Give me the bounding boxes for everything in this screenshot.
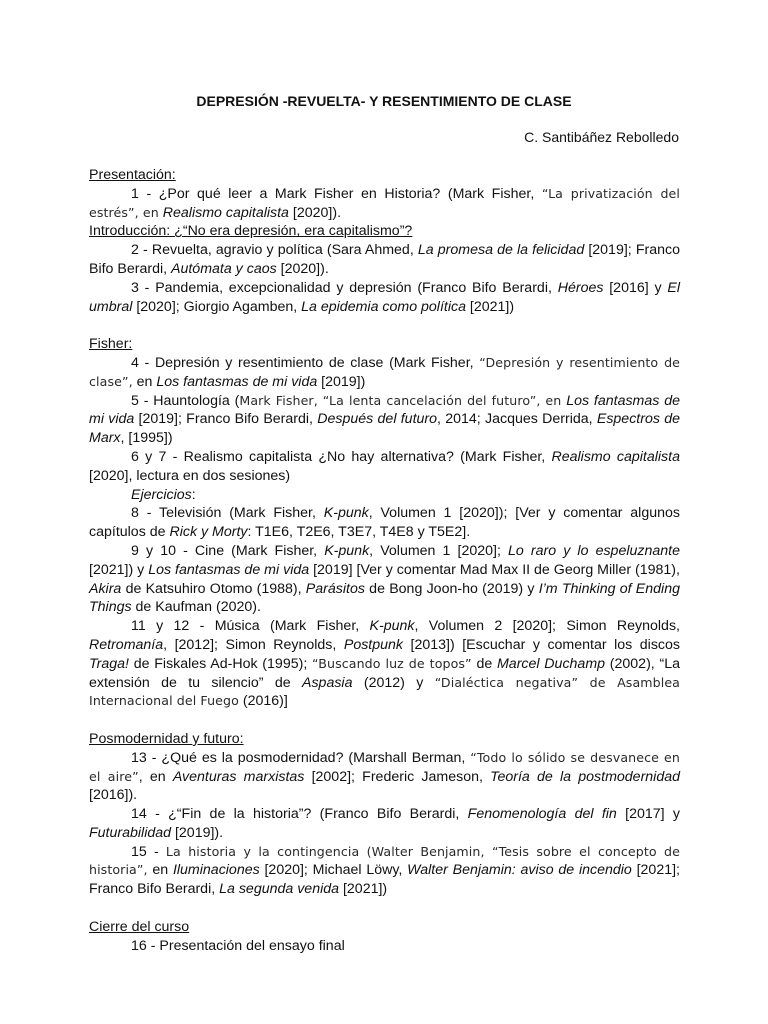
item-text: “Depresión y resentimiento de clase”, (89, 354, 681, 389)
item-text: , Volumen 1 [2020]); [Ver y comentar algunos capítulos de (89, 505, 680, 541)
item-text: “Todo lo sólido se desvanece en el aire” (89, 749, 680, 784)
section-spacer (89, 899, 680, 918)
italic-title: Traga! (89, 655, 129, 672)
syllabus-item (89, 843, 680, 899)
item-text: [2020]; Michael Löwy, (259, 862, 408, 879)
italic-title: Rick y Morty (169, 524, 248, 541)
italic-title: Los fantasmas de mi vida (89, 392, 680, 428)
italic-title: Parásitos (305, 580, 365, 597)
item-text: (2016)] (238, 693, 288, 710)
item-text: [2021]) (339, 881, 388, 898)
item-text: [2021]) y (89, 561, 149, 578)
item-text: 11 y 12 - Música (Mark Fisher, (131, 618, 370, 635)
italic-title: Postpunk (343, 636, 404, 653)
item-text: [2019]; Franco Bifo Berardi, (89, 242, 680, 277)
section (89, 730, 680, 899)
item-text: [2019]). (171, 824, 224, 841)
item-text: [2019]) (317, 373, 366, 390)
item-text: “Buscando luz de topos” (312, 655, 472, 671)
italic-title: Autómata y caos (171, 260, 277, 277)
italic-title: Futurabilidad (89, 824, 172, 841)
italic-title: Walter Benjamin: aviso de incendio (407, 862, 632, 879)
item-text: “La privatización del estrés”, en (89, 185, 680, 220)
italic-title: Después del futuro (317, 411, 438, 428)
section (89, 222, 680, 316)
syllabus-item (89, 937, 680, 956)
item-text: 8 - Televisión (Mark Fisher, (131, 505, 324, 522)
document-body (89, 166, 680, 955)
section (89, 918, 680, 956)
syllabus-item (89, 279, 680, 317)
italic-title: Akira (89, 580, 122, 597)
item-text: 16 - Presentación del ensayo final (131, 937, 345, 954)
section-heading: Posmodernidad y futuro: (89, 730, 244, 747)
item-text: [2021]; Franco Bifo Berardi, (89, 862, 680, 898)
item-text: [2016] y (603, 279, 668, 296)
italic-title: Iluminaciones (172, 862, 260, 879)
italic-title: Marcel Duchamp (496, 655, 606, 672)
item-text: : (191, 486, 196, 503)
item-text: : T1E6, T2E6, T3E7, T4E8 y T5E2]. (247, 524, 471, 541)
italic-title: La segunda venida (219, 881, 340, 898)
item-text: [2020], lectura en dos sesiones) (89, 467, 291, 484)
section (89, 166, 680, 222)
item-text: Mark Fisher, “La lenta cancelación del futuro”, en (239, 392, 562, 408)
italic-title: Fenomenología del fin (467, 806, 617, 823)
item-text: 15 - (131, 843, 166, 860)
section-heading: Fisher: (89, 336, 133, 353)
item-text: 6 y 7 - Realismo capitalista ¿No hay alternativa? (Mark Fisher, (131, 448, 552, 465)
item-text: [2019] [Ver y comentar Mad Max II de Georg Miller (1981), (309, 561, 680, 578)
item-text: 14 - ¿“Fin de la historia”? (Franco Bifo Berardi, (131, 806, 468, 823)
italic-title: Los fantasmas de mi vida (148, 561, 310, 578)
italic-title: K-punk (324, 542, 370, 559)
item-text: [2021]) (465, 298, 515, 315)
italic-title: Retromanía (89, 636, 164, 653)
item-text: , [1995]) (120, 430, 173, 447)
syllabus-item (89, 241, 680, 279)
section (89, 335, 680, 711)
italic-title: Espectros de Marx (89, 411, 680, 447)
section-heading: Presentación: (89, 167, 176, 183)
item-text: de Fiskales Ad-Hok (1995); (128, 655, 313, 672)
item-text: 5 - Hauntología ( (131, 392, 240, 409)
section-heading: Introducción: ¿“No era depresión, era capitalismo”? (89, 223, 413, 240)
item-text: , [2012]; Simon Reynolds, (163, 636, 344, 653)
item-text: [2017] y (616, 806, 680, 823)
italic-title: I’m Thinking of Ending Things (89, 580, 680, 616)
italic-title: La promesa de la felicidad (417, 242, 585, 259)
syllabus-item (89, 486, 680, 505)
italic-title: K-punk (323, 505, 369, 522)
italic-title: Realismo capitalista (162, 204, 289, 221)
item-text: 13 - ¿Qué es la posmodernidad? (Marshall Berman, (131, 749, 471, 766)
item-text: de Kaufman (2020). (131, 599, 261, 616)
section-spacer (89, 316, 680, 335)
item-text: , 2014; Jacques Derrida, (437, 411, 597, 428)
item-text: [2013]) [Escuchar y comentar los discos (403, 636, 680, 653)
item-text: 9 y 10 - Cine (Mark Fisher, (131, 542, 325, 559)
item-text: (2012) y (352, 674, 435, 691)
italic-title: Héroes (557, 279, 604, 296)
item-text: , Volumen 2 [2020]; Simon Reynolds, (414, 618, 680, 635)
item-text: [2002]; Frederic Jameson, (304, 768, 491, 785)
section-heading: Cierre del curso (89, 918, 190, 935)
document-author: C. Santibáñez Rebolledo (524, 129, 679, 145)
italic-title: K-punk (369, 618, 415, 635)
section-spacer (89, 711, 680, 730)
italic-title: La epidemia como política (301, 298, 466, 315)
italic-title: Los fantasmas de mi vida (156, 373, 318, 390)
item-text: (2002), “La extensión de tu silencio” de (89, 655, 681, 691)
item-text: de (471, 655, 497, 672)
syllabus-item (89, 392, 680, 448)
item-text: de Bong Joon-ho (2019) y (364, 580, 539, 597)
document-title: DEPRESIÓN -REVUELTA- Y RESENTIMIENTO DE CLASE (196, 93, 572, 109)
item-text: de Katsuhiro Otomo (1988), (121, 580, 306, 597)
syllabus-item (89, 542, 680, 617)
item-text: [2019]; Franco Bifo Berardi, (134, 411, 318, 428)
syllabus-item (89, 354, 680, 392)
item-text: [2016]). (89, 787, 138, 804)
item-text: 4 - Depresión y resentimiento de clase (Mark Fisher, (131, 354, 480, 371)
syllabus-item (89, 504, 680, 542)
item-text: 3 - Pandemia, excepcionalidad y depresión (Franco Bifo Berardi, (131, 279, 558, 296)
item-text: [2020]). (276, 260, 329, 277)
item-text: 1 - ¿Por qué leer a Mark Fisher en Historia? (Mark Fisher, (131, 185, 542, 202)
syllabus-item (89, 617, 680, 711)
syllabus-item (89, 805, 680, 843)
item-text: [2020]; Giorgio Agamben, (132, 298, 302, 315)
item-text: “Dialéctica negativa” de Asamblea Internacional del Fuego (89, 674, 680, 709)
item-text: , Volumen 1 [2020]; (369, 542, 509, 559)
italic-title: Aspasia (302, 674, 353, 691)
italic-title: Teoría de la postmodernidad (490, 768, 681, 785)
item-text: [2020]). (288, 204, 342, 221)
item-text: en (132, 373, 157, 390)
item-text: 2 - Revuelta, agravio y política (Sara Ahmed, (131, 242, 418, 259)
italic-title: Lo raro y lo espeluznante (508, 542, 680, 559)
syllabus-item (89, 448, 680, 486)
italic-title: Realismo capitalista (551, 448, 680, 465)
italic-title: Ejercicios (131, 486, 192, 503)
item-text: en (147, 862, 173, 879)
item-text: La historia y la contingencia (Walter Benjamin, “Tesis sobre el concepto de historia”, (89, 843, 680, 878)
item-text: , en (138, 768, 173, 785)
syllabus-item (89, 185, 680, 223)
italic-title: Aventuras marxistas (172, 768, 305, 785)
italic-title: El umbral (89, 279, 680, 315)
syllabus-item (89, 749, 680, 805)
